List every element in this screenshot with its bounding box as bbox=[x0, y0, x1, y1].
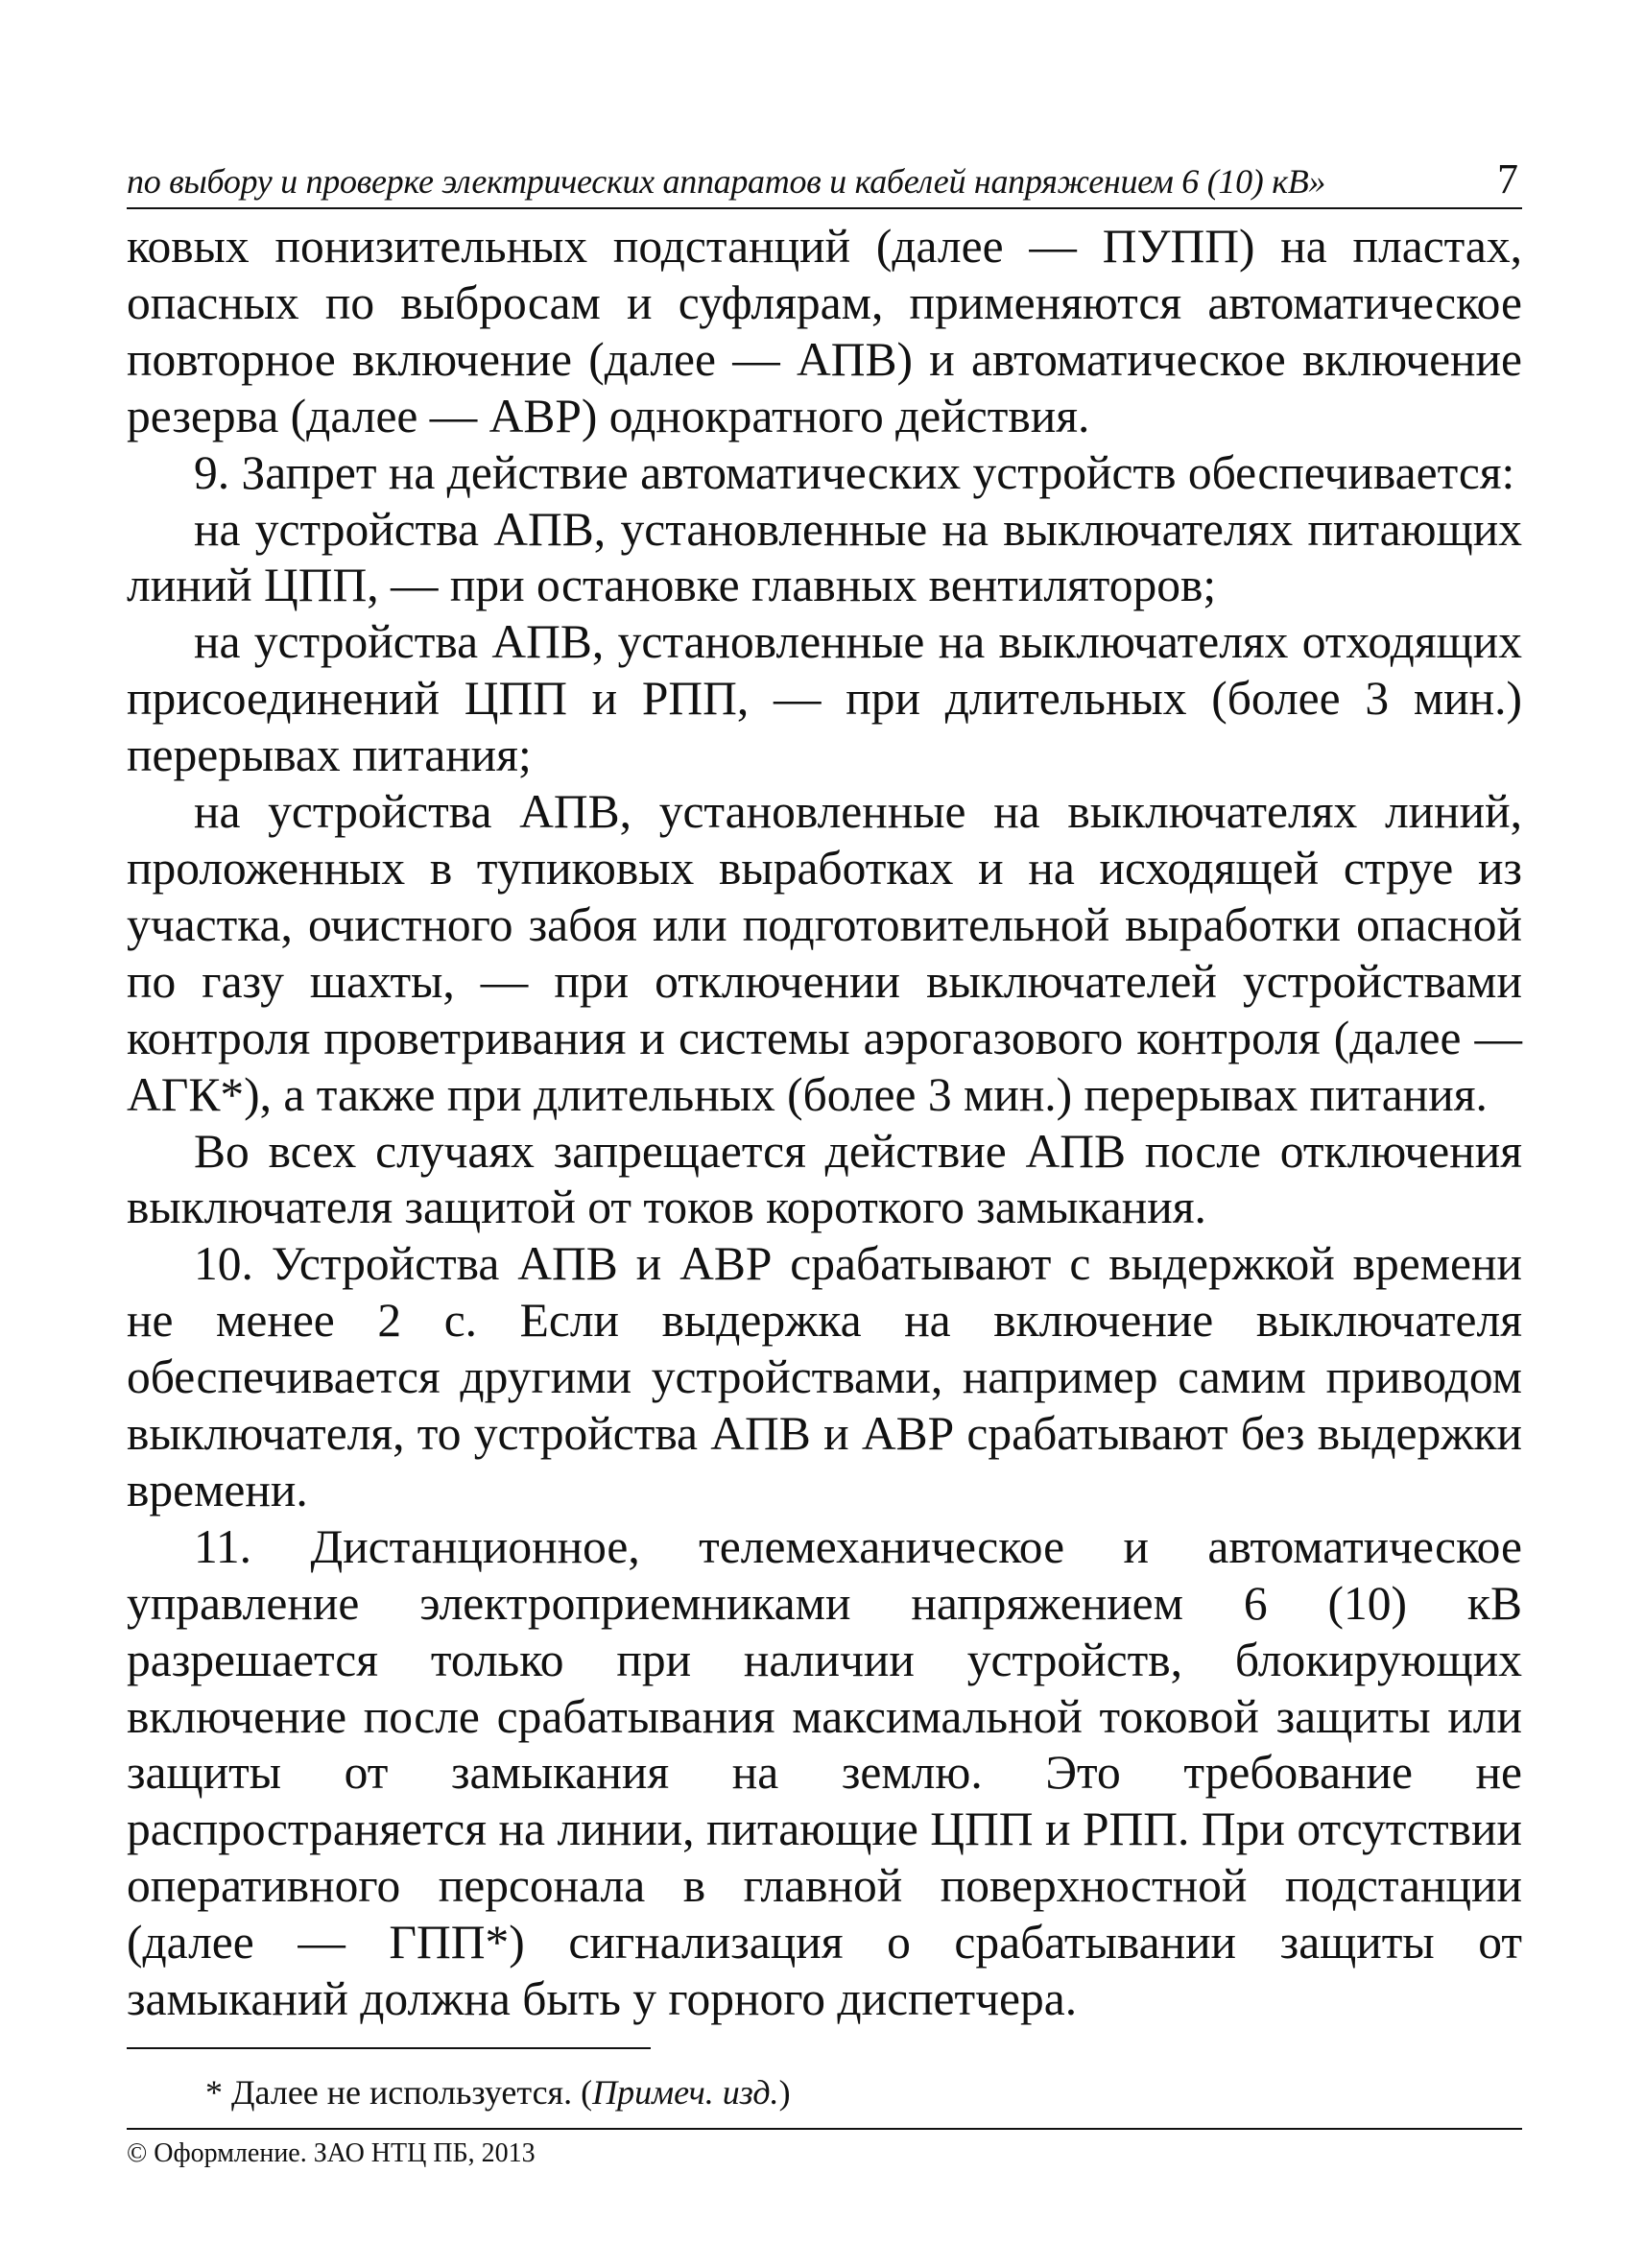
paragraph-apv-outgoing-connections: на устройства АПВ, установленные на выключателях отходящих присоединений ЦПП и РПП, — при длительных (более 3 мин.) перерывах питания; bbox=[127, 615, 1522, 782]
body-text bbox=[127, 219, 1522, 2028]
footnote-note-open: ( bbox=[581, 2073, 593, 2112]
page-number: 7 bbox=[1497, 155, 1518, 203]
paragraph-apv-dead-end-workings: на устройства АПВ, установленные на выключателях линий, проложенных в тупиковых выработках и на исходящей струе из участка, очистного забоя или подготовительной выработки опасной по газу шахты, — при отключении выключателей устройствами контроля проветривания и системы аэрогазового контроля (далее — АГК*), а также при длительных (более 3 мин.) перерывах питания. bbox=[127, 785, 1522, 1121]
footnote-text: Далее не используется. bbox=[231, 2073, 573, 2112]
paragraph-continuation: ковых понизительных подстанций (далее — ПУПП) на пластах, опасных по выбросам и суфлярам, применяются автоматическое повторное включение (далее — АПВ) и автоматическое включение резерва (далее — АВР) однократного действия. bbox=[127, 220, 1522, 442]
running-header bbox=[127, 150, 1522, 209]
footnote-divider bbox=[127, 2047, 651, 2049]
copyright-notice: © Оформление. ЗАО НТЦ ПБ, 2013 bbox=[127, 2138, 536, 2168]
footnote-note: Примеч. изд. bbox=[592, 2073, 779, 2112]
paragraph-item-9: 9. Запрет на действие автоматических устройств обеспечивается: bbox=[194, 445, 1515, 499]
footnote-marker: * bbox=[205, 2073, 223, 2112]
footnote-note-close: ) bbox=[778, 2073, 791, 2112]
running-title: по выбору и проверке электрических аппаратов и кабелей напряжением 6 (10) кВ» bbox=[127, 162, 1326, 201]
paragraph-item-10: 10. Устройства АПВ и АВР срабатывают с выдержкой времени не менее 2 с. Если выдержка на включение выключателя обеспечивается другими устройствами, например самим приводом выключателя, то устройства АПВ и АВР срабатывают без выдержки времени. bbox=[127, 1237, 1522, 1516]
copyright-divider bbox=[127, 2128, 1522, 2130]
paragraph-apv-feeder-lines: на устройства АПВ, установленные на выключателях питающих линий ЦПП, — при остановке главных вентиляторов; bbox=[127, 502, 1522, 612]
paragraph-item-11: 11. Дистанционное, телемеханическое и автоматическое управление электроприемниками напряжением 6 (10) кВ разрешается только при наличии устройств, блокирующих включение после срабатывания максимальной токовой защиты или защиты от замыкания на землю. Это требование не распространяется на линии, питающие ЦПП и РПП. При отсутствии оперативного персонала в главной поверхностной подстанции (далее — ГПП*) сигнализация о срабатывании защиты от замыканий должна быть у горного диспетчера. bbox=[127, 1519, 1522, 2026]
paragraph-apv-prohibition: Во всех случаях запрещается действие АПВ после отключения выключателя защитой от токов короткого замыкания. bbox=[127, 1124, 1522, 1234]
footnote bbox=[205, 2071, 791, 2113]
